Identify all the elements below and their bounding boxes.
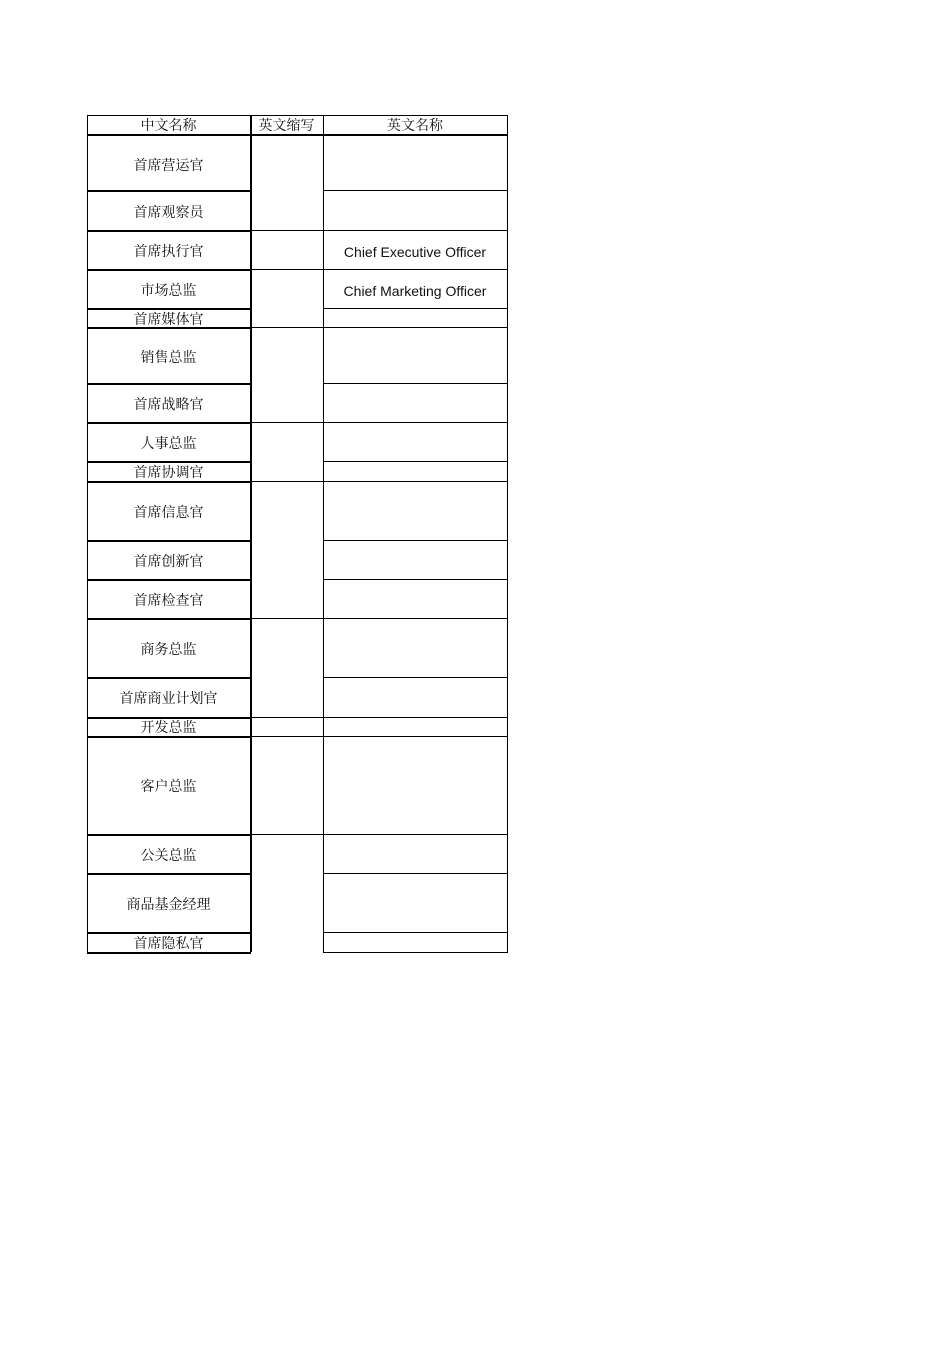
row-border-name — [87, 308, 251, 310]
row-border-name — [87, 230, 251, 232]
chinese-title-cell: 商品基金经理 — [126, 897, 211, 913]
row-border-english — [323, 736, 508, 737]
row-border-name — [87, 677, 251, 679]
header-english-name: 英文名称 — [387, 118, 443, 134]
row-border-abbr — [250, 481, 323, 482]
column-border-left — [87, 115, 88, 952]
chinese-title-cell: 首席信息官 — [133, 505, 204, 521]
chinese-title-cell: 首席媒体官 — [133, 312, 204, 328]
header-abbreviation: 英文缩写 — [258, 118, 315, 134]
column-border-right — [507, 115, 508, 952]
row-border-name — [87, 383, 251, 385]
row-border-name — [87, 873, 251, 875]
row-border-english — [323, 677, 508, 678]
column-border-abbr — [323, 115, 324, 952]
row-border-english — [323, 717, 508, 718]
chinese-title-cell: 公关总监 — [140, 848, 197, 864]
row-border-english — [323, 327, 508, 328]
column-border-name — [250, 115, 252, 952]
row-border-name — [87, 717, 251, 719]
row-border-english — [323, 873, 508, 874]
chinese-title-cell: 首席营运官 — [133, 158, 204, 174]
row-border-abbr — [250, 327, 323, 328]
chinese-title-cell: 首席观察员 — [133, 205, 204, 221]
chinese-title-cell: 首席创新官 — [133, 554, 204, 570]
row-border-name — [87, 834, 251, 836]
row-border-name — [87, 932, 251, 934]
row-border-name — [87, 736, 251, 738]
row-border-english — [323, 834, 508, 835]
row-border-name — [87, 618, 251, 620]
row-border-name — [87, 540, 251, 542]
row-border-abbr — [250, 717, 323, 718]
row-border-english — [323, 383, 508, 384]
row-border-abbr — [250, 230, 323, 231]
chinese-title-cell: 首席隐私官 — [133, 936, 204, 952]
row-border-english — [323, 461, 508, 462]
row-border-name — [87, 190, 251, 192]
row-border-english — [323, 269, 508, 270]
row-border-english — [323, 540, 508, 541]
row-border-name — [87, 422, 251, 424]
row-border-name — [87, 579, 251, 581]
row-border-abbr — [250, 134, 323, 135]
chinese-title-cell: 商务总监 — [140, 642, 197, 658]
chinese-title-cell: 销售总监 — [140, 350, 197, 366]
row-border-abbr — [250, 422, 323, 423]
row-border-abbr — [250, 269, 323, 270]
row-border-english — [323, 579, 508, 580]
chinese-title-cell: 人事总监 — [140, 436, 197, 452]
chinese-title-cell: 开发总监 — [140, 720, 197, 736]
chinese-title-cell: 首席商业计划官 — [119, 691, 218, 707]
chinese-title-cell: 首席执行官 — [133, 244, 204, 260]
row-border-abbr — [250, 618, 323, 619]
english-title-cell: Chief Marketing Officer — [343, 283, 487, 299]
chinese-title-cell: 首席检查官 — [133, 593, 204, 609]
row-border-english — [323, 230, 508, 231]
row-border-name — [87, 481, 251, 483]
row-border-english — [323, 481, 508, 482]
row-border-abbr — [250, 736, 323, 737]
row-border-english — [323, 952, 508, 953]
table-top-border — [87, 115, 508, 116]
header-chinese-name: 中文名称 — [140, 118, 197, 134]
chinese-title-cell: 市场总监 — [140, 283, 197, 299]
english-title-cell: Chief Executive Officer — [343, 244, 487, 260]
chinese-title-cell: 首席战略官 — [133, 397, 204, 413]
chinese-title-cell: 客户总监 — [140, 779, 197, 795]
row-border-name — [87, 269, 251, 271]
row-border-name — [87, 461, 251, 463]
row-border-name — [87, 952, 251, 954]
chinese-title-cell: 首席协调官 — [133, 465, 204, 481]
row-border-english — [323, 190, 508, 191]
row-border-english — [323, 618, 508, 619]
row-border-english — [323, 422, 508, 423]
row-border-abbr — [250, 834, 323, 835]
row-border-english — [323, 932, 508, 933]
row-border-english — [323, 308, 508, 309]
